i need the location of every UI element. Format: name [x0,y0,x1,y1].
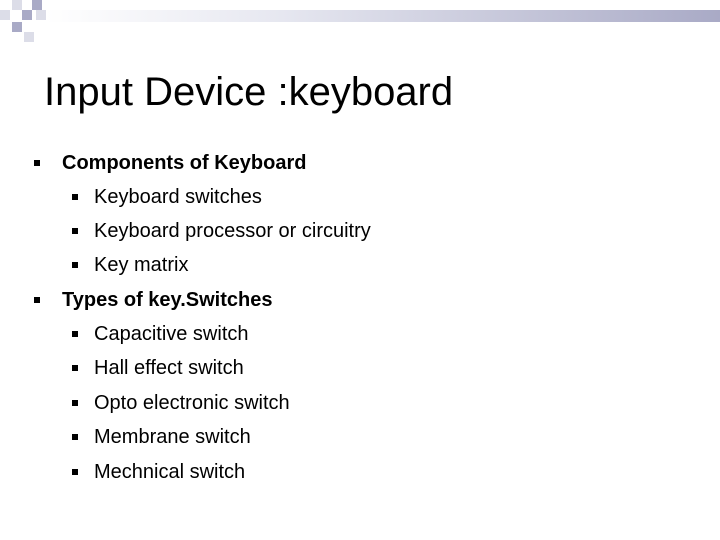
decor-square [12,0,22,10]
list-item-label: Hall effect switch [94,356,244,379]
section-heading-types [34,285,272,315]
list-item [72,250,188,280]
decor-square [36,10,46,20]
square-bullet-icon [72,469,78,475]
decor-gradient-band [46,10,720,22]
square-bullet-icon [72,434,78,440]
square-bullet-icon [72,262,78,268]
decor-square [12,22,22,32]
square-bullet-icon [72,400,78,406]
list-item-label: Keyboard switches [94,185,262,208]
decor-square [24,32,34,42]
section-heading-label: Types of key.Switches [62,288,273,311]
slide-title: Input Device :keyboard [44,70,454,114]
list-item [72,457,245,487]
square-bullet-icon [72,331,78,337]
list-item [72,182,262,212]
square-bullet-icon [72,365,78,371]
square-bullet-icon [72,194,78,200]
square-bullet-icon [72,228,78,234]
square-bullet-icon [34,297,40,303]
list-item-label: Mechnical switch [94,460,246,483]
list-item [72,422,251,452]
section-heading-label: Components of Keyboard [62,151,307,174]
list-item-label: Keyboard processor or circuitry [94,219,371,242]
list-item-label: Opto electronic switch [94,391,290,414]
section-heading-components [34,148,306,178]
decor-square [0,10,10,20]
header-decoration [0,0,720,48]
list-item-label: Membrane switch [94,425,251,448]
decor-square [22,10,32,20]
square-bullet-icon [34,160,40,166]
list-item [72,216,371,246]
list-item [72,353,244,383]
decor-square [32,0,42,10]
list-item-label: Key matrix [94,253,189,276]
list-item [72,319,249,349]
list-item-label: Capacitive switch [94,322,249,345]
list-item [72,388,290,418]
